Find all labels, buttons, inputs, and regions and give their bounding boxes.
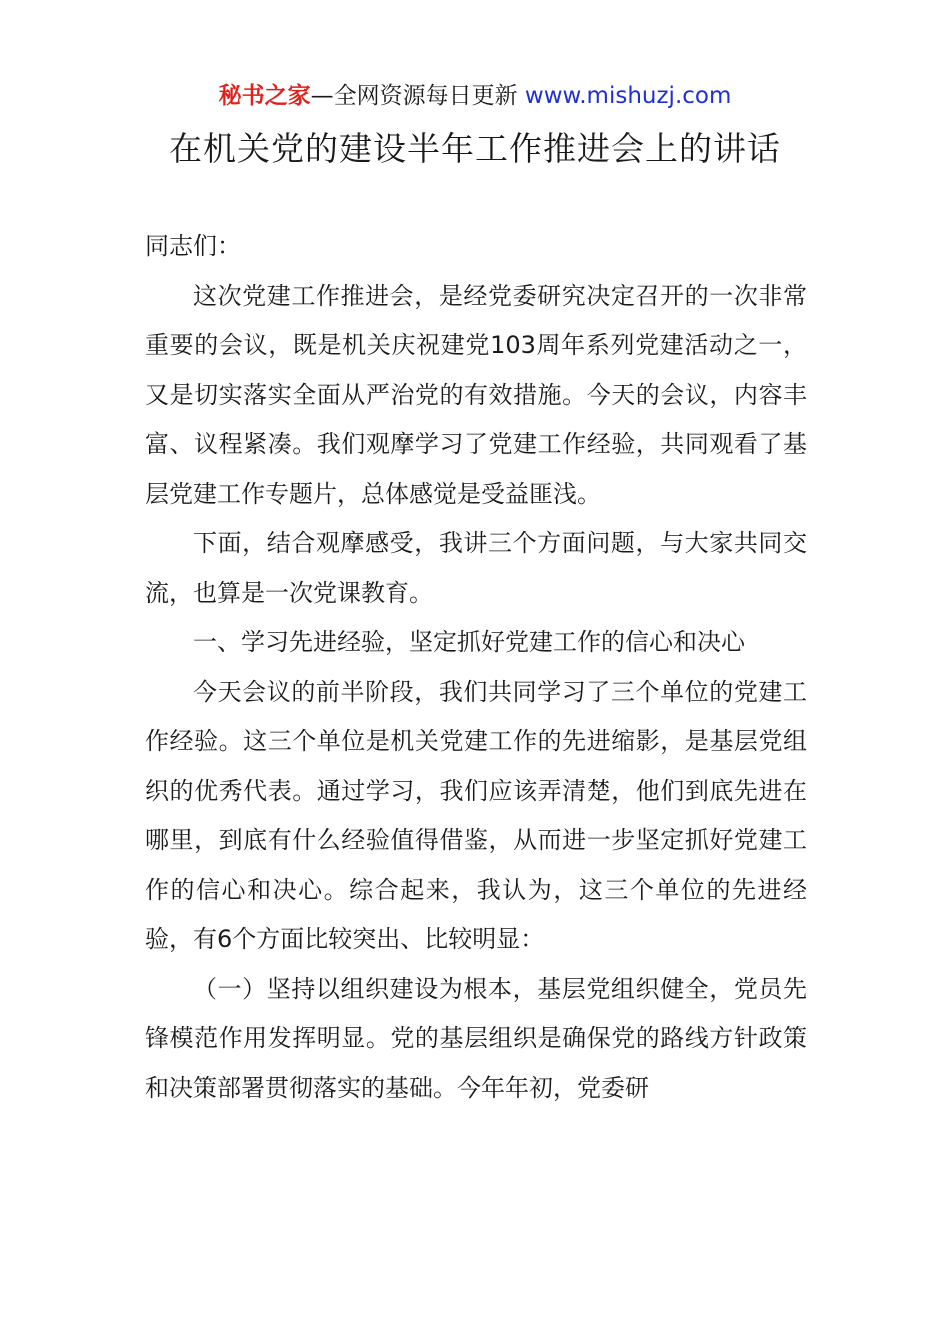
paragraph-outline: 下面，结合观摩感受，我讲三个方面问题，与大家共同交流，也算是一次党课教育。 <box>145 529 807 607</box>
document-body <box>145 222 807 1113</box>
document-title: 在机关党的建设半年工作推进会上的讲话 <box>169 129 781 168</box>
paragraph-intro: 这次党建工作推进会，是经党委研究决定召开的一次非常重要的会议，既是机关庆祝建党103周年系列党建活动之一，又是切实落实全面从严治党的有效措施。今天的会议，内容丰富、议程紧凑。我们观摩学习了党建工作经验，共同观看了基层党建工作专题片，总体感觉是受益匪浅。 <box>145 281 807 508</box>
site-url-link[interactable]: www.mishuzj.com <box>524 83 732 109</box>
section-heading-1: 一、学习先进经验，坚定抓好党建工作的信心和决心 <box>193 628 745 656</box>
brand-name: 秘书之家 <box>218 83 311 109</box>
paragraph-section-1: 今天会议的前半阶段，我们共同学习了三个单位的党建工作经验。这三个单位是机关党建工作的先进缩影，是基层党组织的优秀代表。通过学习，我们应该弄清楚，他们到底先进在哪里，到底有什么经验值得借鉴，从而进一步坚定抓好党建工作的信心和决心。综合起来，我认为，这三个单位的先进经验，有6个方面比较突出、比较明显： <box>145 677 807 953</box>
salutation: 同志们： <box>145 232 241 260</box>
paragraph-subsection-1: （一）坚持以组织建设为根本，基层党组织健全，党员先锋模范作用发挥明显。党的基层组织是确保党的路线方针政策和决策部署贯彻落实的基础。今年年初，党委研 <box>145 974 807 1102</box>
site-header <box>0 80 950 112</box>
header-tagline: —全网资源每日更新 <box>310 83 525 109</box>
